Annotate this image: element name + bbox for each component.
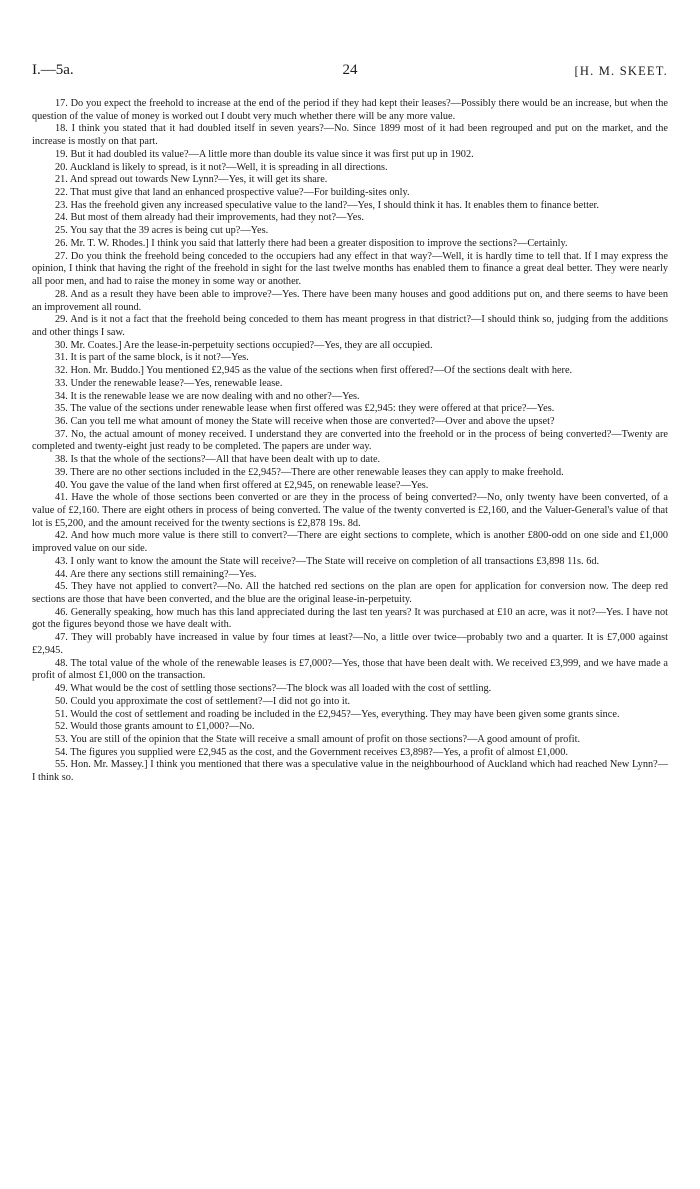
testimony-paragraph: 26. Mr. T. W. Rhodes.] I think you said that latterly there had been a greater disposition to improve the sections?—Certainly. (55, 237, 568, 249)
testimony-paragraph: 25. You say that the 39 acres is being cut up?—Yes. (55, 225, 269, 237)
testimony-paragraph: 40. You gave the value of the land when first offered at £2,945, on renewable lease?—Yes. (55, 479, 429, 491)
testimony-paragraph: 31. It is part of the same block, is it not?—Yes. (55, 352, 249, 364)
testimony-paragraph: 22. That must give that land an enhanced prospective value?—For building-sites only. (55, 187, 410, 199)
testimony-paragraph: 18. I think you stated that it had doubled itself in seven years?—No. Since 1899 most of it had been regrouped and put on the market, and the increase is mostly on that part. (32, 123, 668, 148)
testimony-paragraph: 52. Would those grants amount to £1,000?—No. (55, 721, 255, 733)
testimony-paragraph: 29. And is it not a fact that the freehold being conceded to them has meant progress in that district?—I should think so, judging from the additions and other things I saw. (32, 314, 668, 338)
testimony-paragraph: 32. Hon. Mr. Buddo.] You mentioned £2,945 as the value of the sections when first offered?—Of the sections dealt with here. (55, 365, 573, 377)
testimony-paragraph: 46. Generally speaking, how much has this land appreciated during the last ten years? It was purchased at £10 an acre, was it not?—Yes. I have not got the figures beyond those we have dealt with. (32, 606, 668, 631)
testimony-paragraph: 27. Do you think the freehold being conceded to the occupiers had any effect in that way?—Well, it is hardly time to tell that. If I may express the opinion, I think that having the right of the freehold in sight for the last twelve months has enabled them to finance a great deal better. They were nearly all poor men, and had to raise the money in some way or another. (32, 250, 668, 288)
document-reference: I.—5a. (32, 62, 74, 78)
testimony-paragraph: 50. Could you approximate the cost of settlement?—I did not go into it. (55, 695, 351, 707)
testimony-paragraph: 42. And how much more value is there still to convert?—There are eight sections to complete, which is another £800-odd on one side and £1,000 improved value on our side. (32, 530, 668, 555)
testimony-paragraph: 47. They will probably have increased in value by four times at least?—No, a little over twice—probably two and a quarter. It is £7,000 against £2,945. (32, 632, 668, 656)
testimony-body (32, 98, 668, 785)
testimony-paragraph: 37. No, the actual amount of money received. I understand they are converted into the freehold or in the process of being converted?—Twenty are completed and twenty-eight just ready to be completed. The papers are under way. (32, 428, 668, 453)
testimony-paragraph: 39. There are no other sections included in the £2,945?—There are other renewable leases they can apply to make freehold. (55, 466, 564, 478)
page-number: 24 (342, 62, 358, 78)
testimony-paragraph: 45. They have not applied to convert?—No. All the hatched red sections on the plan are open for application for conversion now. The deep red sections are those that have been converted, and the blue are the original lease-in-perpetuity. (32, 581, 668, 606)
testimony-paragraph: 21. And spread out towards New Lynn?—Yes, it will get its share. (55, 174, 328, 186)
testimony-paragraph: 33. Under the renewable lease?—Yes, renewable lease. (55, 377, 283, 389)
testimony-paragraph: 28. And as a result they have been able to improve?—Yes. There have been many houses and good additions put on, and there seems to have been an improvement all round. (32, 288, 668, 313)
testimony-paragraph: 36. Can you tell me what amount of money the State will receive when those are converted?—Over and above the upset? (55, 415, 555, 427)
testimony-paragraph: 23. Has the freehold given any increased speculative value to the land?—Yes, I should think it has. It enables them to finance better. (55, 199, 599, 211)
testimony-paragraph: 49. What would be the cost of settling those sections?—The block was all loaded with the cost of settling. (55, 683, 492, 695)
testimony-paragraph: 34. It is the renewable lease we are now dealing with and no other?—Yes. (55, 390, 360, 402)
testimony-paragraph: 24. But most of them already had their improvements, had they not?—Yes. (55, 212, 364, 224)
testimony-paragraph: 51. Would the cost of settlement and roading be included in the £2,945?—Yes, everything. They may have been given some grants since. (55, 708, 620, 720)
testimony-paragraph: 19. But it had doubled its value?—A little more than double its value since it was first put up in 1902. (55, 148, 474, 160)
page-header (32, 62, 668, 82)
testimony-paragraph: 41. Have the whole of those sections been converted or are they in the process of being converted?—No, only twenty have been converted, of a value of £2,160. There are eight others in process of being converted. The value of the twenty converted is £2,160, and the Valuer-General's value of that lot is £5,200, and the amount received for the twenty sections is £2,878 19s. 8d. (32, 492, 668, 529)
testimony-paragraph: 48. The total value of the whole of the renewable leases is £7,000?—Yes, those that have been dealt with. We received £3,999, and we have made a profit of almost £1,000 on the transaction. (32, 657, 668, 682)
testimony-paragraph: 38. Is that the whole of the sections?—All that have been dealt with up to date. (55, 454, 381, 466)
testimony-paragraph: 17. Do you expect the freehold to increase at the end of the period if they had kept their leases?—Possibly there would be an increase, but when the question of the value of money is worked out I doubt very much whether there will be any more value. (32, 98, 668, 122)
testimony-paragraph: 54. The figures you supplied were £2,945 as the cost, and the Government receives £3,898?—Yes, a profit of almost £1,000. (55, 746, 568, 758)
testimony-paragraph: 55. Hon. Mr. Massey.] I think you mentioned that there was a speculative value in the neighbourhood of Auckland which had reached New Lynn?—I think so. (32, 759, 668, 784)
testimony-paragraph: 43. I only want to know the amount the State will receive?—The State will receive on completion of all transactions £3,898 11s. 6d. (55, 555, 600, 567)
testimony-paragraph: 20. Auckland is likely to spread, is it not?—Well, it is spreading in all directions. (55, 161, 388, 173)
testimony-paragraph: 30. Mr. Coates.] Are the lease-in-perpetuity sections occupied?—Yes, they are all occupied. (55, 339, 433, 351)
witness-name: [H. M. SKEET. (574, 64, 668, 78)
testimony-paragraph: 35. The value of the sections under renewable lease when first offered was £2,945: they were offered at that price?—Yes. (55, 403, 555, 415)
testimony-paragraph: 44. Are there any sections still remaining?—Yes. (55, 568, 257, 580)
testimony-paragraph: 53. You are still of the opinion that the State will receive a small amount of profit on those sections?—A good amount of profit. (55, 733, 581, 745)
